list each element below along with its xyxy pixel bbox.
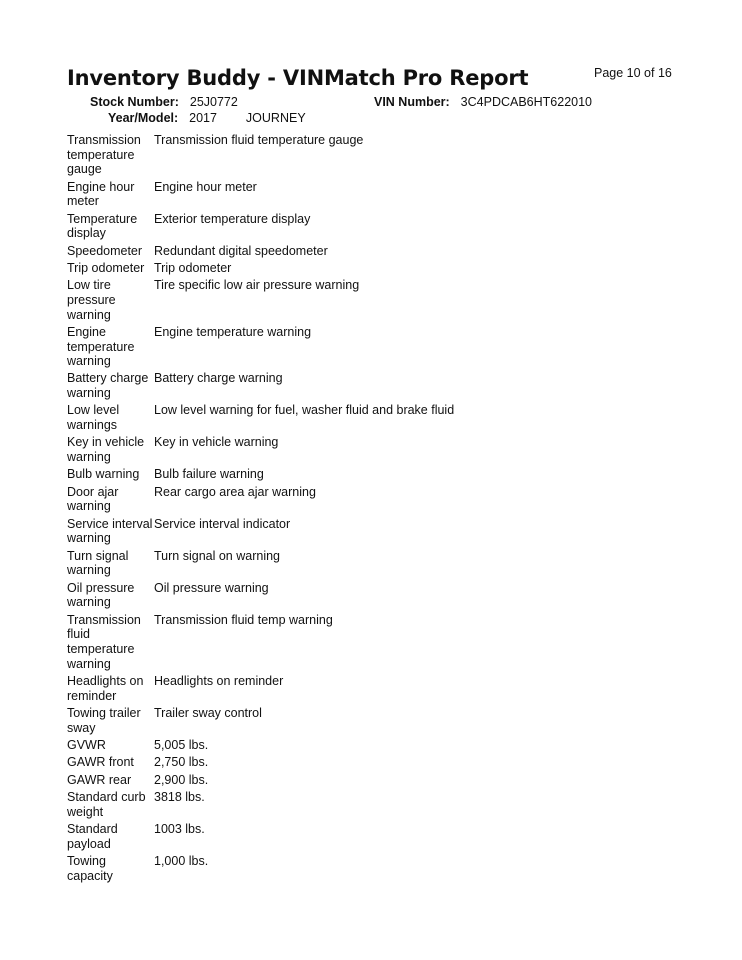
spec-value: Tire specific low air pressure warning bbox=[154, 278, 360, 293]
spec-value: 1003 lbs. bbox=[154, 822, 205, 837]
stock-number-label: Stock Number: bbox=[90, 95, 179, 109]
spec-row bbox=[67, 773, 587, 788]
spec-value: 2,750 lbs. bbox=[154, 755, 209, 770]
model-value: JOURNEY bbox=[245, 111, 306, 125]
spec-label: Oil pressure warning bbox=[67, 580, 135, 610]
spec-value: Transmission fluid temperature gauge bbox=[154, 133, 364, 147]
spec-row bbox=[67, 435, 587, 464]
spec-value: Engine temperature warning bbox=[154, 324, 312, 339]
spec-row bbox=[67, 180, 587, 209]
spec-row bbox=[67, 854, 587, 883]
spec-value: Trailer sway control bbox=[154, 705, 262, 720]
spec-label: Towing trailer sway bbox=[67, 705, 141, 735]
vin-number bbox=[374, 95, 592, 109]
spec-label: Speedometer bbox=[67, 243, 143, 258]
stock-number-value: 25J0772 bbox=[189, 95, 238, 109]
spec-label: Low level warnings bbox=[67, 403, 120, 433]
vin-number-value: 3C4PDCAB6HT622010 bbox=[460, 95, 592, 109]
report-title: Inventory Buddy - VINMatch Pro Report bbox=[67, 66, 529, 90]
spec-value: Rear cargo area ajar warning bbox=[154, 484, 316, 499]
spec-row bbox=[67, 822, 587, 851]
year-model-label: Year/Model: bbox=[108, 111, 179, 125]
spec-label: Turn signal warning bbox=[67, 548, 129, 578]
spec-value: Battery charge warning bbox=[154, 371, 283, 386]
spec-value: Engine hour meter bbox=[154, 179, 257, 194]
spec-label: Temperature display bbox=[67, 211, 138, 241]
spec-label: Key in vehicle warning bbox=[67, 435, 145, 465]
page-number: Page 10 of 16 bbox=[594, 66, 672, 80]
spec-row bbox=[67, 581, 587, 610]
spec-row bbox=[67, 278, 587, 322]
spec-value: 3818 lbs. bbox=[154, 790, 205, 805]
spec-label: Low tire pressure warning bbox=[67, 278, 116, 322]
spec-row bbox=[67, 371, 587, 400]
spec-row bbox=[67, 790, 587, 819]
spec-label: GAWR rear bbox=[67, 772, 132, 787]
spec-row bbox=[67, 613, 587, 671]
spec-label: Standard payload bbox=[67, 822, 118, 851]
spec-row bbox=[67, 738, 587, 753]
spec-value: Headlights on reminder bbox=[154, 673, 284, 688]
spec-row bbox=[67, 325, 587, 369]
spec-label: Transmission fluid temperature warning bbox=[67, 612, 141, 671]
spec-row bbox=[67, 467, 587, 482]
spec-value: Bulb failure warning bbox=[154, 467, 264, 482]
spec-value: 2,900 lbs. bbox=[154, 772, 209, 787]
spec-row bbox=[67, 212, 587, 241]
spec-label: Trip odometer bbox=[67, 260, 145, 275]
spec-value: Transmission fluid temp warning bbox=[154, 612, 333, 627]
spec-row bbox=[67, 133, 587, 177]
spec-label: Engine hour meter bbox=[67, 179, 135, 209]
year-value: 2017 bbox=[189, 111, 217, 125]
spec-row bbox=[67, 403, 587, 432]
spec-label: Bulb warning bbox=[67, 467, 140, 482]
spec-row bbox=[67, 261, 587, 276]
spec-value: Oil pressure warning bbox=[154, 580, 269, 595]
spec-value: Turn signal on warning bbox=[154, 548, 280, 563]
vin-number-label: VIN Number: bbox=[374, 95, 450, 109]
year-model bbox=[108, 111, 306, 125]
spec-row bbox=[67, 706, 587, 735]
stock-number bbox=[90, 95, 238, 109]
spec-list bbox=[67, 133, 587, 886]
spec-label: Transmission temperature gauge bbox=[67, 133, 141, 177]
spec-value: Trip odometer bbox=[154, 260, 232, 275]
spec-label: Door ajar warning bbox=[67, 484, 119, 514]
spec-label: Towing capacity bbox=[67, 854, 113, 883]
spec-row bbox=[67, 755, 587, 770]
spec-label: Service interval warning bbox=[67, 516, 153, 546]
spec-label: Standard curb weight bbox=[67, 790, 146, 819]
spec-label: Engine temperature warning bbox=[67, 324, 135, 369]
spec-value: Exterior temperature display bbox=[154, 211, 311, 226]
spec-row bbox=[67, 244, 587, 259]
spec-row bbox=[67, 549, 587, 578]
spec-value: 1,000 lbs. bbox=[154, 854, 209, 869]
spec-value: Redundant digital speedometer bbox=[154, 243, 328, 258]
spec-value: Key in vehicle warning bbox=[154, 435, 279, 450]
spec-value: 5,005 lbs. bbox=[154, 737, 209, 752]
spec-label: GAWR front bbox=[67, 755, 134, 770]
spec-label: Battery charge warning bbox=[67, 371, 149, 401]
spec-value: Low level warning for fuel, washer fluid and brake fluid bbox=[154, 403, 455, 418]
spec-value: Service interval indicator bbox=[154, 516, 291, 531]
spec-row bbox=[67, 517, 587, 546]
spec-row bbox=[67, 485, 587, 514]
spec-label: Headlights on reminder bbox=[67, 673, 144, 703]
spec-label: GVWR bbox=[67, 737, 106, 752]
spec-row bbox=[67, 674, 587, 703]
